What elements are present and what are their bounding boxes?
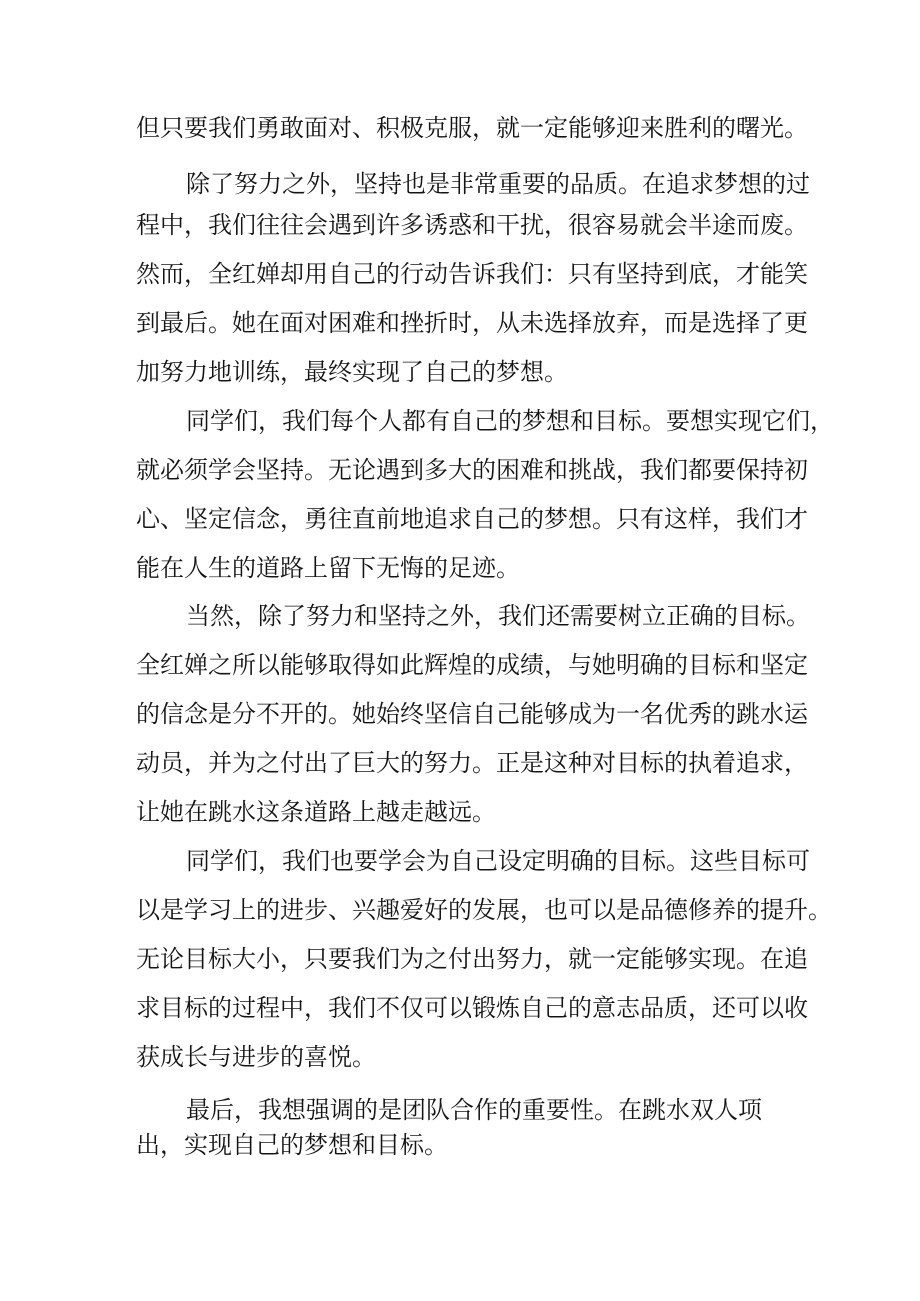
text-line: 让她在跳水这条道路上越走越远。 (136, 798, 496, 826)
text-line: 到最后。她在面对困难和挫折时，从未选择放弃，而是选择了更 (136, 309, 808, 337)
text-line: 但只要我们勇敢面对、积极克服，就一定能够迎来胜利的曙光。 (136, 114, 808, 142)
text-line: 心、坚定信念，勇往直前地追求自己的梦想。只有这样，我们才 (136, 505, 808, 533)
text-line: 无论目标大小，只要我们为之付出努力，就一定能够实现。在追 (136, 945, 808, 973)
text-line: 出，实现自己的梦想和目标。 (136, 1131, 448, 1159)
text-line: 然而，全红婵却用自己的行动告诉我们：只有坚持到底，才能笑 (136, 260, 808, 288)
text-line: 的信念是分不开的。她始终坚信自己能够成为一名优秀的跳水运 (136, 700, 808, 728)
text-line: 同学们，我们也要学会为自己设定明确的目标。这些目标可 (186, 847, 810, 875)
text-line: 获成长与进步的喜悦。 (136, 1043, 376, 1071)
text-line: 就必须学会坚持。无论遇到多大的困难和挑战，我们都要保持初 (136, 456, 808, 484)
text-line: 除了努力之外，坚持也是非常重要的品质。在追求梦想的过 (186, 170, 810, 198)
text-line: 动员，并为之付出了巨大的努力。正是这种对目标的执着追求， (136, 749, 808, 777)
text-line: 最后，我想强调的是团队合作的重要性。在跳水双人项 (186, 1096, 762, 1124)
text-line: 加努力地训练，最终实现了自己的梦想。 (136, 358, 568, 386)
text-line: 当然，除了努力和坚持之外，我们还需要树立正确的目标。 (186, 602, 810, 630)
text-line: 同学们，我们每个人都有自己的梦想和目标。要想实现它们， (186, 407, 834, 435)
text-line: 以是学习上的进步、兴趣爱好的发展，也可以是品德修养的提升。 (136, 896, 832, 924)
text-line: 求目标的过程中，我们不仅可以锻炼自己的意志品质，还可以收 (136, 994, 808, 1022)
text-line: 全红婵之所以能够取得如此辉煌的成绩，与她明确的目标和坚定 (136, 651, 808, 679)
text-line: 程中，我们往往会遇到许多诱惑和干扰，很容易就会半途而废。 (136, 211, 808, 239)
text-line: 能在人生的道路上留下无悔的足迹。 (136, 554, 520, 582)
